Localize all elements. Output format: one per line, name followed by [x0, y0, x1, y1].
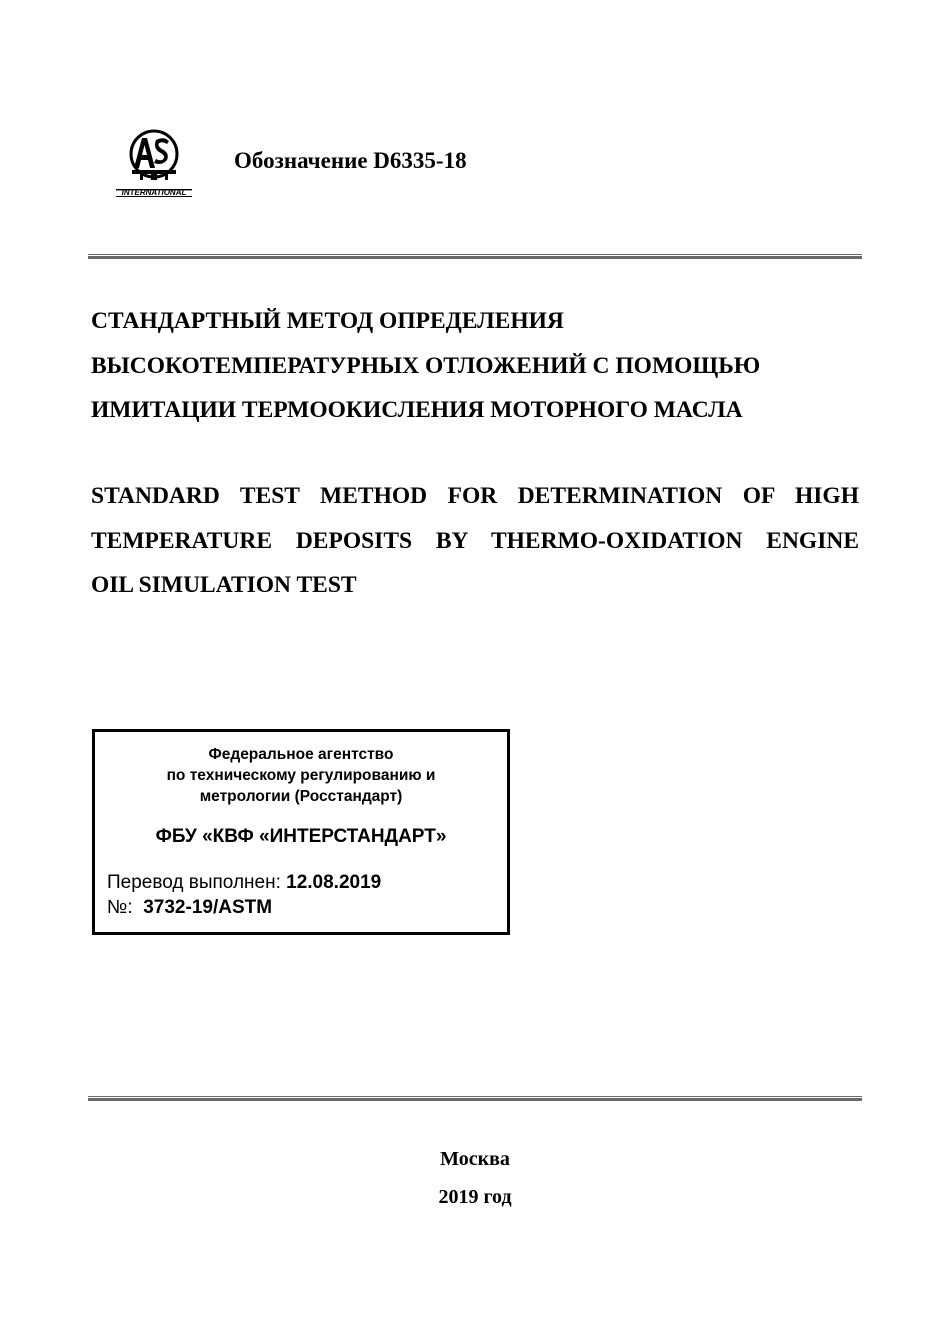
- city: Москва: [440, 1148, 510, 1170]
- translation-date-value: 12.08.2019: [286, 872, 382, 893]
- astm-international-logo-icon: [112, 128, 196, 200]
- title-ru-line: СТАНДАРТНЫЙ МЕТОД ОПРЕДЕЛЕНИЯ: [91, 308, 564, 334]
- title-ru-line: ИМИТАЦИИ ТЕРМООКИСЛЕНИЯ МОТОРНОГО МАСЛА: [91, 397, 743, 423]
- document-designation: Обозначение D6335-18: [234, 148, 467, 173]
- number-label: №:: [107, 897, 144, 918]
- stamp-agency-line: Федеральное агентство: [208, 746, 394, 763]
- title-en-line: OIL SIMULATION TEST: [91, 572, 357, 598]
- number-value: 3732-19/ASTM: [143, 897, 273, 918]
- stamp-agency-line: по техническому регулированию и: [166, 767, 436, 784]
- top-divider: [88, 254, 862, 259]
- translation-label: Перевод выполнен:: [107, 872, 287, 893]
- stamp-agency: [95, 744, 507, 807]
- stamp-organization: ФБУ «КВФ «ИНТЕРСТАНДАРТ»: [155, 826, 447, 847]
- translation-stamp: [92, 729, 510, 935]
- bottom-divider: [88, 1096, 862, 1101]
- title-russian: [91, 299, 861, 433]
- title-english: [91, 474, 859, 608]
- title-en-line: TEMPERATURE DEPOSITS BY THERMO-OXIDATION ENGINE: [91, 527, 859, 554]
- stamp-translation-date: [107, 872, 381, 894]
- title-ru-line: ВЫСОКОТЕМПЕРАТУРНЫХ ОТЛОЖЕНИЙ С ПОМОЩЬЮ: [91, 352, 761, 379]
- stamp-number: [107, 897, 272, 919]
- year: 2019 год: [438, 1186, 512, 1208]
- title-en-line: STANDARD TEST METHOD FOR DETERMINATION OF HIGH: [91, 483, 859, 509]
- stamp-agency-line: метрологии (Росстандарт): [199, 788, 403, 805]
- logo-text: INTERNATIONAL: [121, 188, 187, 197]
